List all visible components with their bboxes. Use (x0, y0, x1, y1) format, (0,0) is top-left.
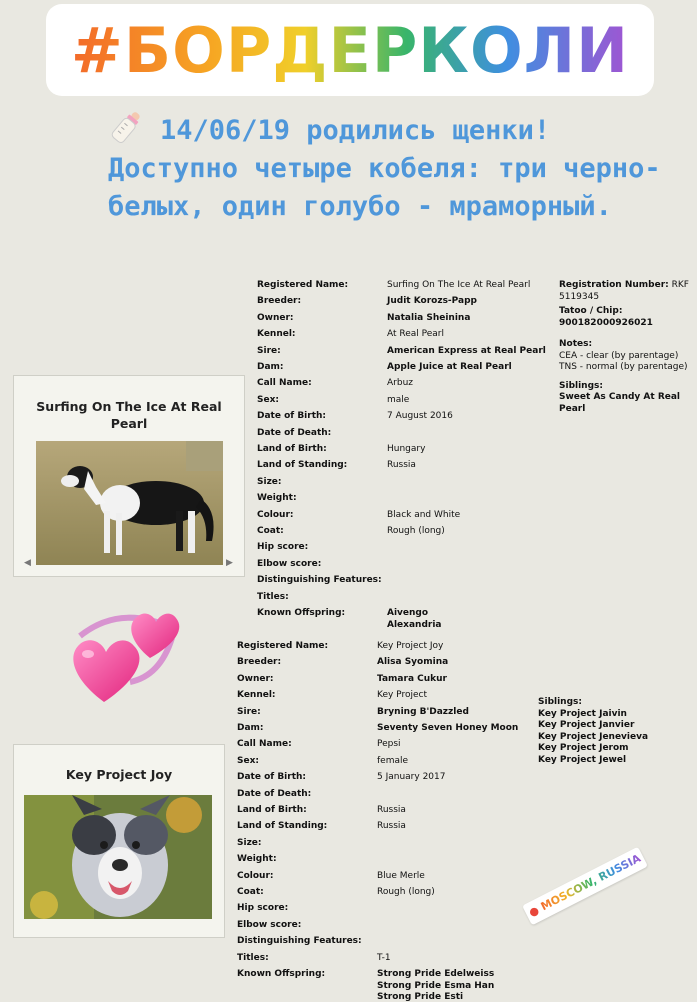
detail-label: Sire: (257, 345, 281, 356)
offspring-link[interactable]: Strong Pride Esti (377, 992, 464, 1002)
detail-label: Known Offspring: (257, 608, 346, 618)
detail-label: Dam: (257, 362, 284, 372)
detail-row (257, 542, 557, 558)
detail-label: Sex: (237, 755, 259, 766)
offspring-link[interactable]: Alexandria (387, 619, 442, 630)
detail-label: Breeder: (237, 657, 282, 668)
registration-label: Registration Number: (559, 280, 669, 290)
detail-row (257, 559, 557, 575)
detail-row (257, 346, 557, 362)
detail-row (237, 690, 537, 706)
siblings-label: Siblings: (559, 380, 603, 391)
detail-label: Registered Name: (237, 641, 329, 651)
detail-row (257, 329, 557, 345)
detail-value: female (377, 755, 409, 766)
detail-label: Titles: (257, 591, 289, 602)
detail-label: Distinguishing Features: (237, 936, 362, 947)
detail-value[interactable]: Strong Pride Edelweiss (377, 969, 495, 979)
detail-label: Owner: (257, 312, 294, 323)
detail-value[interactable]: American Express at Real Pearl (387, 345, 546, 356)
detail-value: Key Project (377, 690, 427, 701)
detail-row (237, 838, 537, 854)
dog2-details (237, 641, 537, 1001)
detail-value: Russia (377, 821, 406, 832)
detail-row (257, 460, 557, 476)
detail-label: Coat: (237, 887, 264, 897)
detail-row (237, 821, 537, 837)
detail-label: Size: (257, 476, 282, 487)
announcement-text: 14/06/19 родились щенки! Доступно четыре кобеля: три черно-белых, один голубо - мраморный. (108, 115, 661, 222)
detail-row (237, 641, 537, 657)
detail-label: Sire: (237, 706, 261, 717)
detail-value: male (387, 394, 410, 405)
detail-row (237, 756, 537, 772)
detail-value: 7 August 2016 (387, 411, 453, 422)
detail-label: Land of Standing: (257, 460, 348, 471)
detail-label: Registered Name: (257, 280, 349, 290)
detail-label: Dam: (237, 723, 264, 733)
detail-label: Kennel: (257, 329, 296, 340)
detail-label: Call Name: (237, 739, 292, 750)
detail-value: Pepsi (377, 739, 401, 750)
detail-value: At Real Pearl (387, 329, 445, 340)
detail-value[interactable]: Tamara Cukur (377, 673, 447, 684)
detail-value: 5 January 2017 (377, 772, 446, 783)
detail-label: Date of Birth: (237, 772, 307, 783)
dog1-details (257, 280, 557, 630)
revolving-hearts-icon (60, 598, 180, 708)
detail-label: Known Offspring: (237, 969, 326, 979)
detail-label: Weight: (237, 854, 277, 865)
dog-photo-image (36, 441, 223, 565)
notes-label: Notes: (559, 339, 593, 349)
detail-value: Rough (long) (377, 887, 435, 897)
dog-card-title: Key Project Joy (65, 767, 173, 782)
detail-label: Land of Birth: (257, 444, 327, 454)
location-pin-icon: ● (526, 903, 542, 920)
detail-row (237, 789, 537, 805)
detail-label: Elbow score: (257, 558, 322, 569)
dog2-siblings (538, 697, 688, 766)
detail-row (237, 657, 537, 673)
sibling-link[interactable]: Pearl (559, 403, 586, 414)
detail-label: Distinguishing Features: (257, 575, 382, 586)
detail-row (237, 887, 537, 903)
tatoo-value: 900182000926021 (559, 317, 653, 328)
next-photo-arrow[interactable]: ▶ (226, 558, 233, 568)
detail-row (257, 395, 557, 411)
detail-row (257, 592, 557, 608)
dog-card-key-project-joy (13, 744, 225, 938)
detail-label: Land of Standing: (237, 821, 328, 832)
detail-value[interactable]: Natalia Sheinina (387, 312, 471, 323)
detail-row (257, 313, 557, 329)
detail-row (237, 854, 537, 870)
detail-label: Land of Birth: (237, 805, 307, 815)
detail-label: Breeder: (257, 296, 302, 307)
detail-row (237, 739, 537, 755)
dog-photo-surfing[interactable] (36, 441, 223, 565)
detail-row (237, 953, 537, 969)
detail-value[interactable]: Seventy Seven Honey Moon (377, 723, 519, 733)
note-item: CEA - clear (by parentage) (559, 350, 679, 361)
detail-row (257, 296, 557, 312)
detail-row (257, 378, 557, 394)
hashtag-banner (46, 4, 654, 96)
dog-photo-joy[interactable] (24, 795, 212, 919)
detail-label: Hip score: (237, 903, 289, 914)
detail-value: Russia (377, 805, 406, 815)
detail-row (257, 493, 557, 509)
sibling-link[interactable]: Key Project Jewel (538, 754, 627, 765)
sibling-link[interactable]: Key Project Janvier (538, 720, 635, 730)
detail-row (257, 280, 557, 296)
detail-row (257, 428, 557, 444)
detail-value[interactable]: Aivengo (387, 608, 429, 618)
detail-row (237, 920, 537, 936)
detail-row (257, 510, 557, 526)
detail-value[interactable]: Judit Korozs-Papp (387, 296, 477, 307)
detail-label: Date of Death: (257, 427, 332, 438)
prev-photo-arrow[interactable]: ◀ (24, 558, 31, 568)
sibling-link[interactable]: Key Project Jenevieva (538, 731, 649, 742)
detail-row (257, 362, 557, 378)
detail-label: Hip score: (257, 542, 309, 553)
sibling-link[interactable]: Sweet As Candy At Real (559, 392, 681, 402)
detail-value: T-1 (377, 952, 391, 963)
detail-label: Titles: (237, 952, 269, 963)
detail-value[interactable]: Apple Juice at Real Pearl (387, 362, 512, 372)
detail-row (237, 871, 537, 887)
detail-value: Surfing On The Ice At Real Pearl (387, 280, 531, 290)
dog-card-surfing (13, 375, 245, 577)
sibling-link[interactable]: Key Project Jaivin (538, 708, 627, 719)
location-sticker[interactable] (522, 847, 648, 926)
siblings-label: Siblings: (538, 697, 582, 707)
detail-row (237, 903, 537, 919)
detail-label: Elbow score: (237, 919, 302, 930)
sibling-link[interactable]: Key Project Jerom (538, 743, 629, 753)
detail-label: Coat: (257, 526, 284, 536)
detail-value[interactable]: Bryning B'Dazzled (377, 706, 469, 717)
detail-label: Colour: (257, 509, 294, 520)
location-text: MOSCOW, RUSSIA (538, 851, 643, 914)
detail-label: Kennel: (237, 690, 276, 701)
detail-row (237, 936, 537, 952)
detail-value: Russia (387, 460, 416, 471)
detail-label: Size: (237, 837, 262, 848)
detail-row (257, 526, 557, 542)
detail-label: Date of Death: (237, 788, 312, 799)
dog1-registration (559, 280, 694, 415)
detail-label: Colour: (237, 870, 274, 881)
tatoo-label: Tatoo / Chip: (559, 306, 623, 316)
detail-value[interactable]: Alisa Syomina (377, 657, 449, 668)
detail-row (237, 707, 537, 723)
detail-label: Owner: (237, 673, 274, 684)
hashtag-text: #БОРДЕРКОЛИ (70, 13, 630, 87)
detail-row (237, 723, 537, 739)
detail-value: Blue Merle (377, 870, 425, 881)
detail-value: Arbuz (387, 378, 413, 389)
detail-value: Black and White (387, 509, 461, 520)
registration-value: RKF 5119345 (559, 280, 689, 302)
detail-label: Weight: (257, 493, 297, 504)
detail-row (237, 674, 537, 690)
dog-photo-image (24, 795, 212, 919)
detail-value: Key Project Joy (377, 641, 444, 651)
note-item: TNS - normal (by parentage) (559, 362, 688, 372)
detail-row (237, 772, 537, 788)
detail-label: Date of Birth: (257, 411, 327, 422)
detail-row (257, 575, 557, 591)
detail-row (237, 805, 537, 821)
detail-row (257, 444, 557, 460)
offspring-link[interactable]: Strong Pride Esma Han (377, 980, 495, 991)
dog-card-title: Surfing On The Ice At Real Pearl (36, 399, 222, 431)
detail-value: Hungary (387, 444, 426, 454)
detail-label: Call Name: (257, 378, 312, 389)
detail-label: Sex: (257, 394, 279, 405)
detail-row (257, 477, 557, 493)
detail-row (257, 411, 557, 427)
detail-value: Rough (long) (387, 526, 445, 536)
